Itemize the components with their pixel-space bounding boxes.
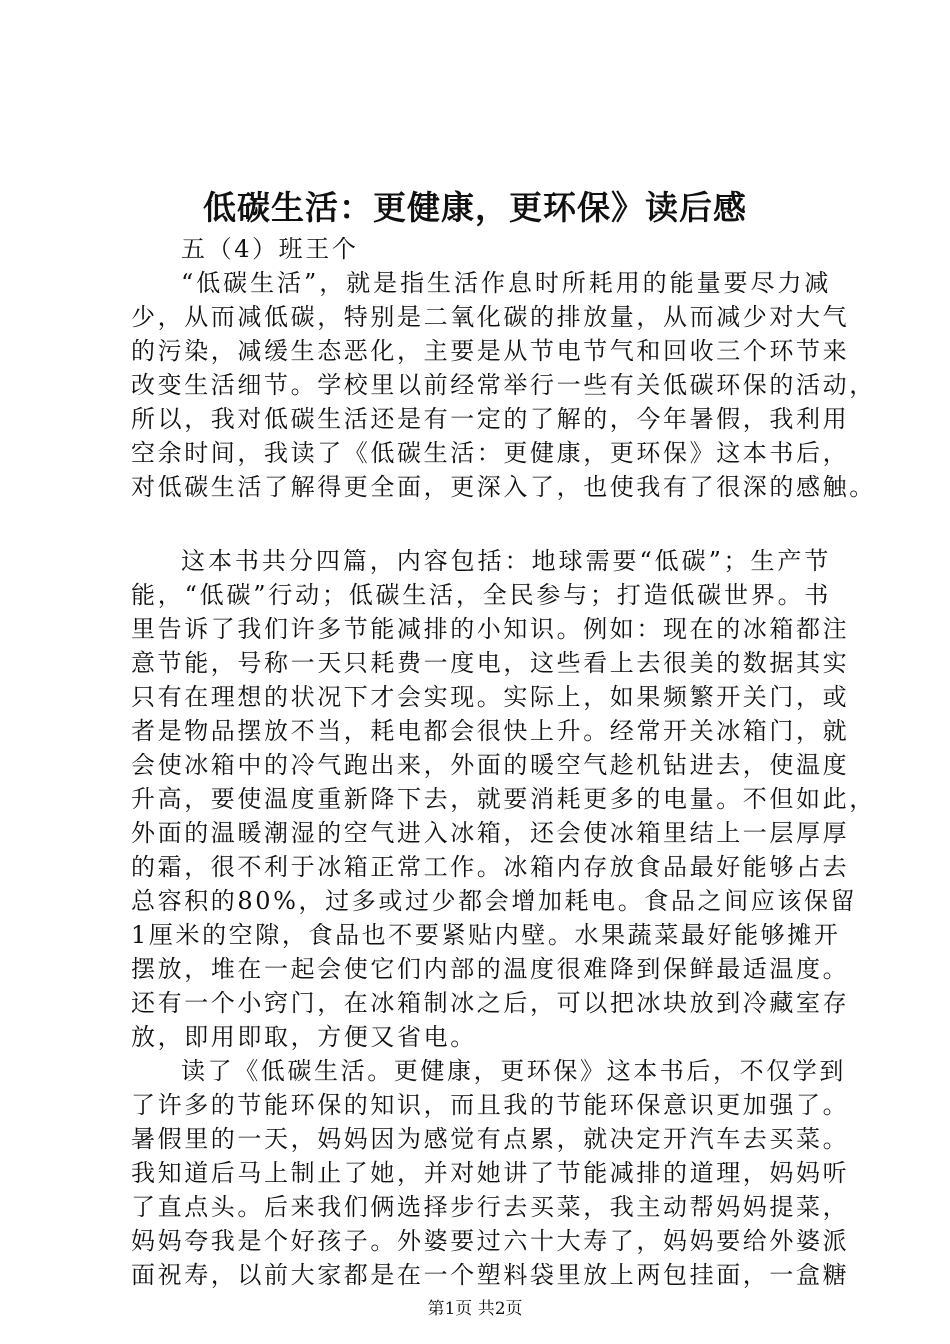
paragraph-line: 暑假里的一天，妈妈因为感觉有点累，就决定开汽车去买菜。 [131,1125,850,1153]
paragraph-1 [131,266,876,504]
page-number-footer: 第1页 共2页 [427,1299,523,1319]
document-body [131,232,876,1292]
paragraph-line: 空余时间，我读了《低碳生活：更健康，更环保》这本书后， [131,439,850,467]
paragraph-line: 了许多的节能环保的知识，而且我的节能环保意识更加强了。 [131,1091,850,1119]
paragraph-line: 妈妈夸我是个好孩子。外婆要过六十大寿了，妈妈要给外婆派 [131,1227,850,1255]
paragraph-line: 者是物品摆放不当，耗电都会很快上升。经常开关冰箱门，就 [131,717,850,745]
paragraph-line: 意节能，号称一天只耗费一度电，这些看上去很美的数据其实 [131,649,850,677]
paragraph-line: 能，“低碳”行动；低碳生活，全民参与；打造低碳世界。书 [131,581,831,609]
paragraph-line: 放，即用即取，方便又省电。 [131,1023,477,1051]
paragraph-line: 升高，要使温度重新降下去，就要消耗更多的电量。不但如此， [131,785,876,813]
paragraph-line: 会使冰箱中的冷气跑出来，外面的暖空气趁机钻进去，使温度 [131,751,850,779]
paragraph-line: 的污染，减缓生态恶化，主要是从节电节气和回收三个环节来 [131,337,850,365]
paragraph-line: “低碳生活”，就是指生活作息时所耗用的能量要尽力减 [181,269,831,297]
paragraph-line: 摆放，堆在一起会使它们内部的温度很难降到保鲜最适温度。 [131,955,850,983]
paragraph-line: 所以，我对低碳生活还是有一定的了解的，今年暑假，我利用 [131,405,850,433]
paragraph-line: 外面的温暖潮湿的空气进入冰箱，还会使冰箱里结上一层厚厚 [131,819,850,847]
author-line: 五（4）班王个 [181,235,359,263]
paragraph-line: 总容积的80%，过多或过少都会增加耗电。食品之间应该保留 [131,887,858,915]
paragraph-line: 对低碳生活了解得更全面，更深入了，也使我有了很深的感触。 [131,473,876,501]
paragraph-line: 只有在理想的状况下才会实现。实际上，如果频繁开关门，或 [131,683,850,711]
paragraph-line: 面祝寿，以前大家都是在一个塑料袋里放上两包挂面，一盒糖 [131,1261,850,1289]
paragraph-line: 1厘米的空隙，食品也不要紧贴内壁。水果蔬菜最好能够摊开 [131,921,841,949]
paragraph-line: 了直点头。后来我们俩选择步行去买菜，我主动帮妈妈提菜， [131,1193,850,1221]
paragraph-line: 的霜，很不利于冰箱正常工作。冰箱内存放食品最好能够占去 [131,853,850,881]
paragraph-2 [131,544,876,1054]
paragraph-line: 这本书共分四篇，内容包括：地球需要“低碳”；生产节 [181,547,831,575]
paragraph-line: 还有一个小窍门，在冰箱制冰之后，可以把冰块放到冷藏室存 [131,989,850,1017]
paragraph-line: 里告诉了我们许多节能减排的小知识。例如：现在的冰箱都注 [131,615,850,643]
paragraph-line: 我知道后马上制止了她，并对她讲了节能减排的道理，妈妈听 [131,1159,850,1187]
paragraph-line: 读了《低碳生活。更健康，更环保》这本书后，不仅学到 [181,1057,846,1085]
paragraph-spacer [131,504,831,544]
paragraph-line: 改变生活细节。学校里以前经常举行一些有关低碳环保的活动， [131,371,876,399]
paragraph-line: 少，从而减低碳，特别是二氧化碳的排放量，从而减少对大气 [131,303,850,331]
paragraph-3 [131,1054,850,1292]
document-title: 低碳生活：更健康，更环保》读后感 [203,188,747,227]
